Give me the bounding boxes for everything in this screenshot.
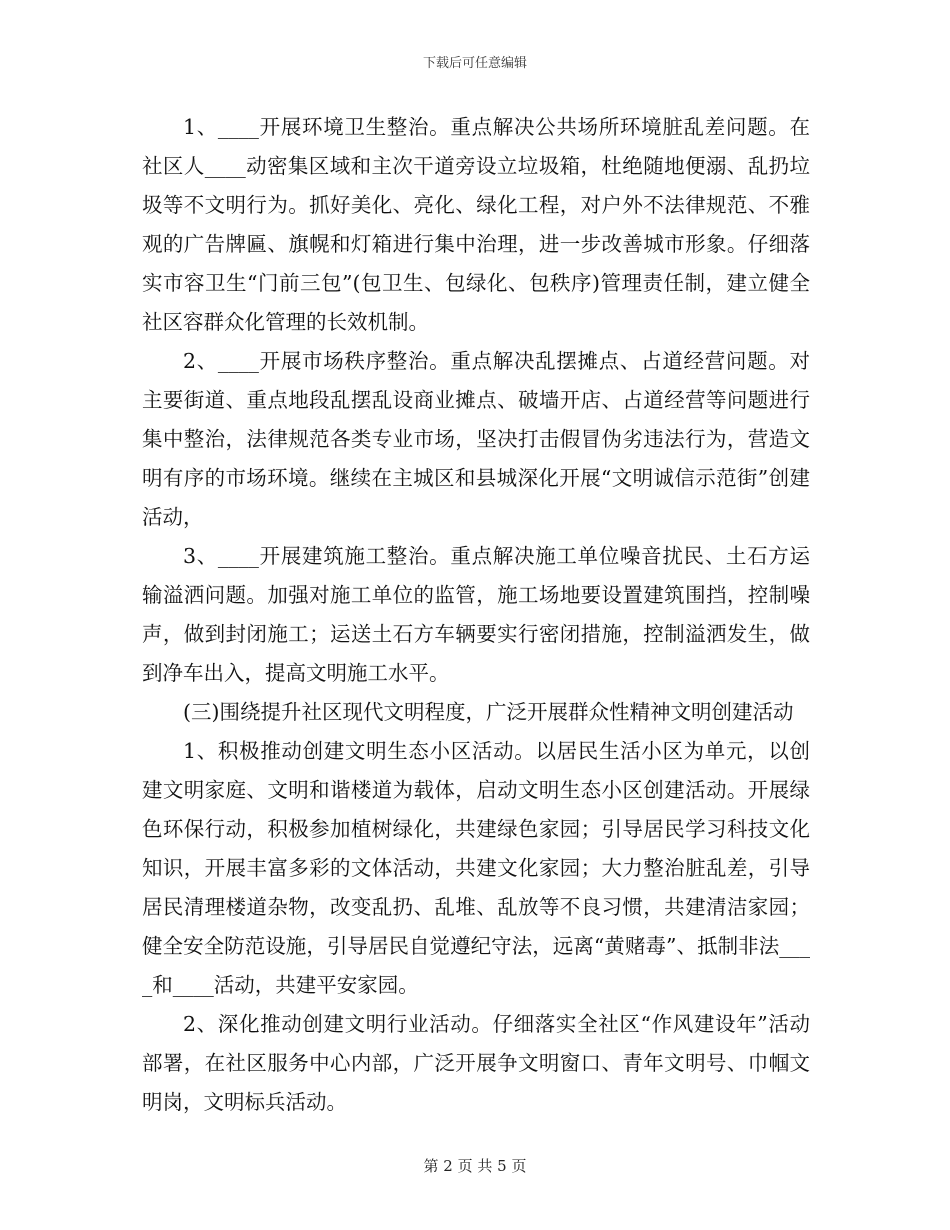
page-number: 第 2 页 共 5 页: [423, 1157, 527, 1175]
paragraph-market-order: 2、____开展市场秩序整治。重点解决乱摆摊点、占道经营问题。对主要街道、重点地段乱摆乱设商业摊点、破墙开店、占道经营等问题进行集中整治，法律规范各类专业市场，坚决打击假冒伪劣违法行为，营造文明有序的市场环境。继续在主城区和县城深化开展“文明诚信示范街”创建活动，: [142, 349, 810, 529]
paragraph-construction: 3、____开展建筑施工整治。重点解决施工单位噪音扰民、土石方运输溢洒问题。加强对施工单位的监管，施工场地要设置建筑围挡，控制噪声，做到封闭施工；运送土石方车辆要实行密闭措施，控制溢洒发生，做到净车出入，提高文明施工水平。: [142, 544, 810, 685]
paragraph-environment-sanitation: 1、____开展环境卫生整治。重点解决公共场所环境脏乱差问题。在社区人____动密集区域和主次干道旁设立垃圾箱，杜绝随地便溺、乱扔垃圾等不文明行为。抓好美化、亮化、绿化工程，对户外不法律规范、不雅观的广告牌匾、旗幌和灯箱进行集中治理，进一步改善城市形象。仔细落实市容卫生“门前三包”(包卫生、包绿化、包秩序)管理责任制，建立健全社区容群众化管理的长效机制。: [142, 115, 810, 334]
section-heading-civilization: (三)围绕提升社区现代文明程度，广泛开展群众性精神文明创建活动: [183, 700, 794, 724]
document-body: [142, 108, 810, 1122]
page-header-note: 下载后可任意编辑: [422, 56, 527, 71]
paragraph-eco-community: 1、积极推动创建文明生态小区活动。以居民生活小区为单元，以创建文明家庭、文明和谐楼道为载体，启动文明生态小区创建活动。开展绿色环保行动，积极参加植树绿化，共建绿色家园；引导居民学习科技文化知识，开展丰富多彩的文体活动，共建文化家园；大力整治脏乱差，引导居民清理楼道杂物，改变乱扔、乱堆、乱放等不良习惯，共建清洁家园；健全安全防范设施，引导居民自觉遵纪守法，远离“黄赌毒”、抵制非法____和____活动，共建平安家园。: [142, 739, 810, 997]
paragraph-civilized-industry: 2、深化推动创建文明行业活动。仔细落实全社区“作风建设年”活动部署，在社区服务中心内部，广泛开展争文明窗口、青年文明号、巾帼文明岗，文明标兵活动。: [142, 1012, 810, 1114]
